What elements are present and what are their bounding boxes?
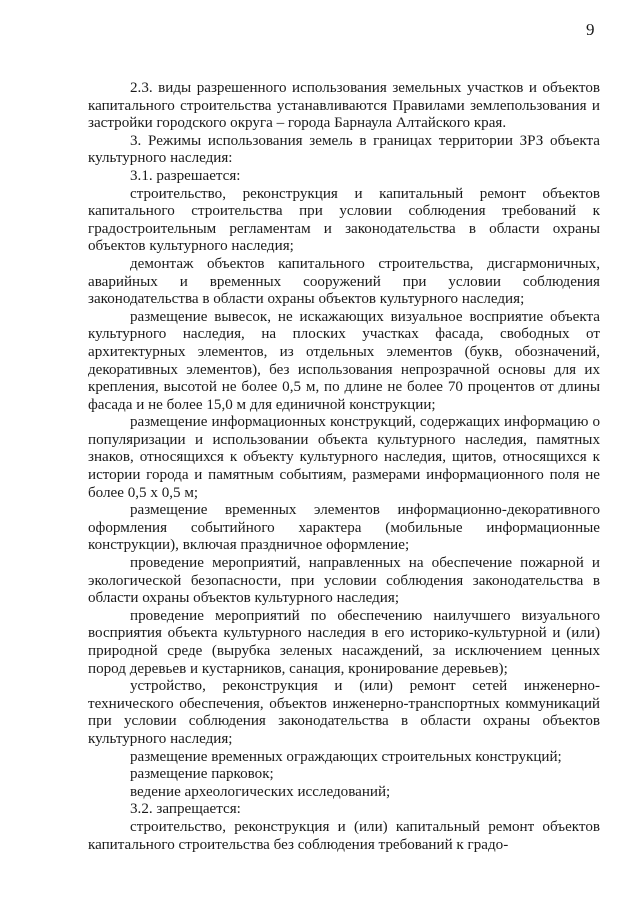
- allowed-item-demolition: демонтаж объектов капитального строительства, дисгармоничных, аварийных и временных сооружений при условии соблюдения законодательства в области охраны объектов культурного наследия;: [88, 255, 600, 308]
- paragraph-3-1-heading: 3.1. разрешается:: [130, 167, 241, 184]
- allowed-item-temporary-fences: размещение временных ограждающих строительных конструкций;: [130, 748, 562, 765]
- allowed-item-visual-perception: проведение мероприятий по обеспечению наилучшего визуального восприятия объекта культурного наследия в его историко-культурной и (или) природной среде (вырубка зеленых насаждений, за исключением ценных пород деревьев и кустарников, санация, кронирование деревьев);: [88, 607, 600, 677]
- allowed-item-info-structures: размещение информационных конструкций, содержащих информацию о популяризации и использовании объекта культурного наследия, памятных знаков, относящихся к объекту культурного наследия, щитов, относящихся к истории города и памятным событиям, размерами информационного поля не более 0,5 х 0,5 м;: [88, 414, 600, 501]
- paragraph-2-3: 2.3. виды разрешенного использования земельных участков и объектов капитального строительства устанавливаются Правилами землепользования и застройки городского округа – города Барнаула Алтайского края.: [88, 80, 600, 132]
- allowed-item-signboards: размещение вывесок, не искажающих визуальное восприятие объекта культурного наследия, на плоских участках фасада, свободных от архитектурных элементов, из отдельных элементов (букв, обозначений, декоративных элементов), без использования непрозрачной основы для их крепления, высотой не более 0,5 м, по длине не более 70 процентов от длины фасада и не более 15,0 м для единичной конструкции;: [88, 308, 600, 413]
- paragraph-3-heading: 3. Режимы использования земель в границах территории ЗРЗ объекта культурного наследия:: [88, 132, 600, 167]
- paragraph-3-2-heading: 3.2. запрещается:: [130, 801, 241, 818]
- allowed-item-parking: размещение парковок;: [130, 766, 274, 783]
- document-body: [88, 80, 600, 854]
- allowed-item-construction: строительство, реконструкция и капитальный ремонт объектов капитального строительства при условии соблюдения требований к градостроительным регламентам и законодательства в области охраны объектов культурного наследия;: [88, 185, 600, 255]
- allowed-item-engineering-networks: устройство, реконструкция и (или) ремонт сетей инженерно-технического обеспечения, объектов инженерно-транспортных коммуникаций при условии соблюдения законодательства в области охраны объектов культурного наследия;: [88, 678, 600, 747]
- prohibited-item-construction: строительство, реконструкция и (или) капитальный ремонт объектов капитального строительства без соблюдения требований к градо-: [88, 818, 600, 853]
- allowed-item-archaeology: ведение археологических исследований;: [130, 783, 391, 800]
- allowed-item-fire-safety: проведение мероприятий, направленных на обеспечение пожарной и экологической безопасности, при условии соблюдения законодательства в области охраны объектов культурного наследия;: [88, 555, 600, 607]
- page-number: 9: [586, 20, 595, 39]
- allowed-item-temporary-decor: размещение временных элементов информационно-декоративного оформления событийного характера (мобильные информационные конструкции), включая праздничное оформление;: [88, 502, 600, 554]
